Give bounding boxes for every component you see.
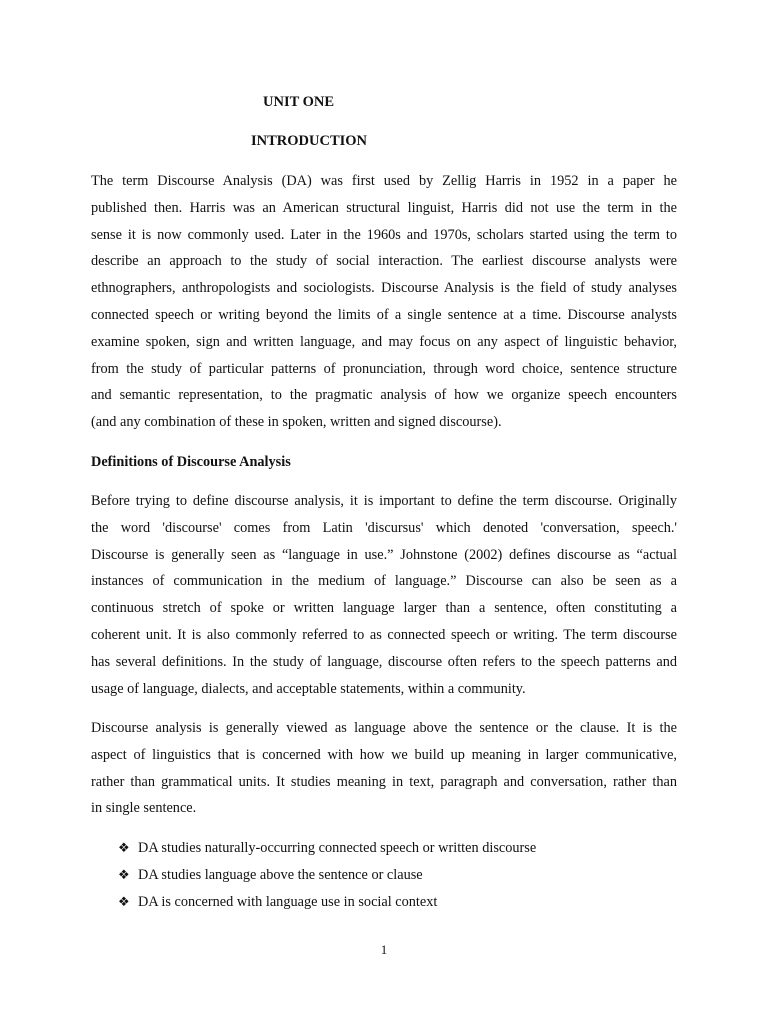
paragraph-line: The term Discourse Analysis (DA) was first used by Zellig Harris in 1952 in a paper he [91,173,677,189]
list-item-text: DA studies naturally-occurring connected speech or written discourse [138,840,537,856]
paragraph-line: ethnographers, anthropologists and sociologists. Discourse Analysis is the field of study analyses [91,280,677,297]
paragraph-line: Before trying to define discourse analysis, it is important to define the term discourse. Originally [91,493,677,509]
paragraph-line: examine spoken, sign and written language, and may focus on any aspect of linguistic behavior, [91,333,677,350]
diamond-bullet-icon: ❖ [118,894,130,909]
paragraph-line: published then. Harris was an American structural linguist, Harris did not use the term in the [91,199,677,216]
paragraph-line: has several definitions. In the study of language, discourse often refers to the speech patterns and [91,653,677,670]
paragraph-line: and semantic representation, to the pragmatic analysis of how we organize speech encounters [91,387,677,404]
paragraph-line: (and any combination of these in spoken, written and signed discourse). [91,414,502,431]
bullet-list [118,838,536,919]
paragraph-line: Discourse analysis is generally viewed as language above the sentence or the clause. It is the [91,720,677,736]
paragraph-line: from the study of particular patterns of pronunciation, through word choice, sentence structure [91,360,677,377]
diamond-bullet-icon: ❖ [118,867,130,882]
list-item [118,838,536,865]
paragraph-line: in single sentence. [91,800,197,817]
paragraph-line: rather than grammatical units. It studies meaning in text, paragraph and conversation, rather than [91,773,677,790]
diamond-bullet-icon: ❖ [118,840,130,855]
section-title: INTRODUCTION [251,133,368,149]
definitions-paragraph [91,488,677,702]
definitions-heading: Definitions of Discourse Analysis [91,454,291,470]
paragraph-line: describe an approach to the study of social interaction. The earliest discourse analysts were [91,253,677,270]
paragraph-line: Discourse is generally seen as “language in use.” Johnstone (2002) defines discourse as “actual [91,546,677,563]
intro-paragraph [91,168,677,436]
list-item-text: DA studies language above the sentence or clause [138,867,423,883]
paragraph-line: continuous stretch of spoke or written language larger than a sentence, often constituting a [91,600,677,617]
unit-title: UNIT ONE [263,94,335,110]
list-item [118,892,536,919]
paragraph-line: instances of communication in the medium of language.” Discourse can also be seen as a [91,573,677,590]
above-sentence-paragraph [91,715,677,822]
paragraph-line: connected speech or writing beyond the limits of a single sentence at a time. Discourse analysts [91,306,677,323]
list-item [118,865,536,892]
list-item-text: DA is concerned with language use in social context [138,894,438,910]
paragraph-line: the word 'discourse' comes from Latin 'discursus' which denoted 'conversation, speech.' [91,519,677,536]
page-number: 1 [380,942,388,957]
paragraph-line: usage of language, dialects, and acceptable statements, within a community. [91,680,526,697]
paragraph-line: aspect of linguistics that is concerned with how we build up meaning in larger communicative, [91,746,677,763]
paragraph-line: sense it is now commonly used. Later in the 1960s and 1970s, scholars started using the term to [91,226,677,243]
paragraph-line: coherent unit. It is also commonly referred to as connected speech or writing. The term discourse [91,626,677,643]
